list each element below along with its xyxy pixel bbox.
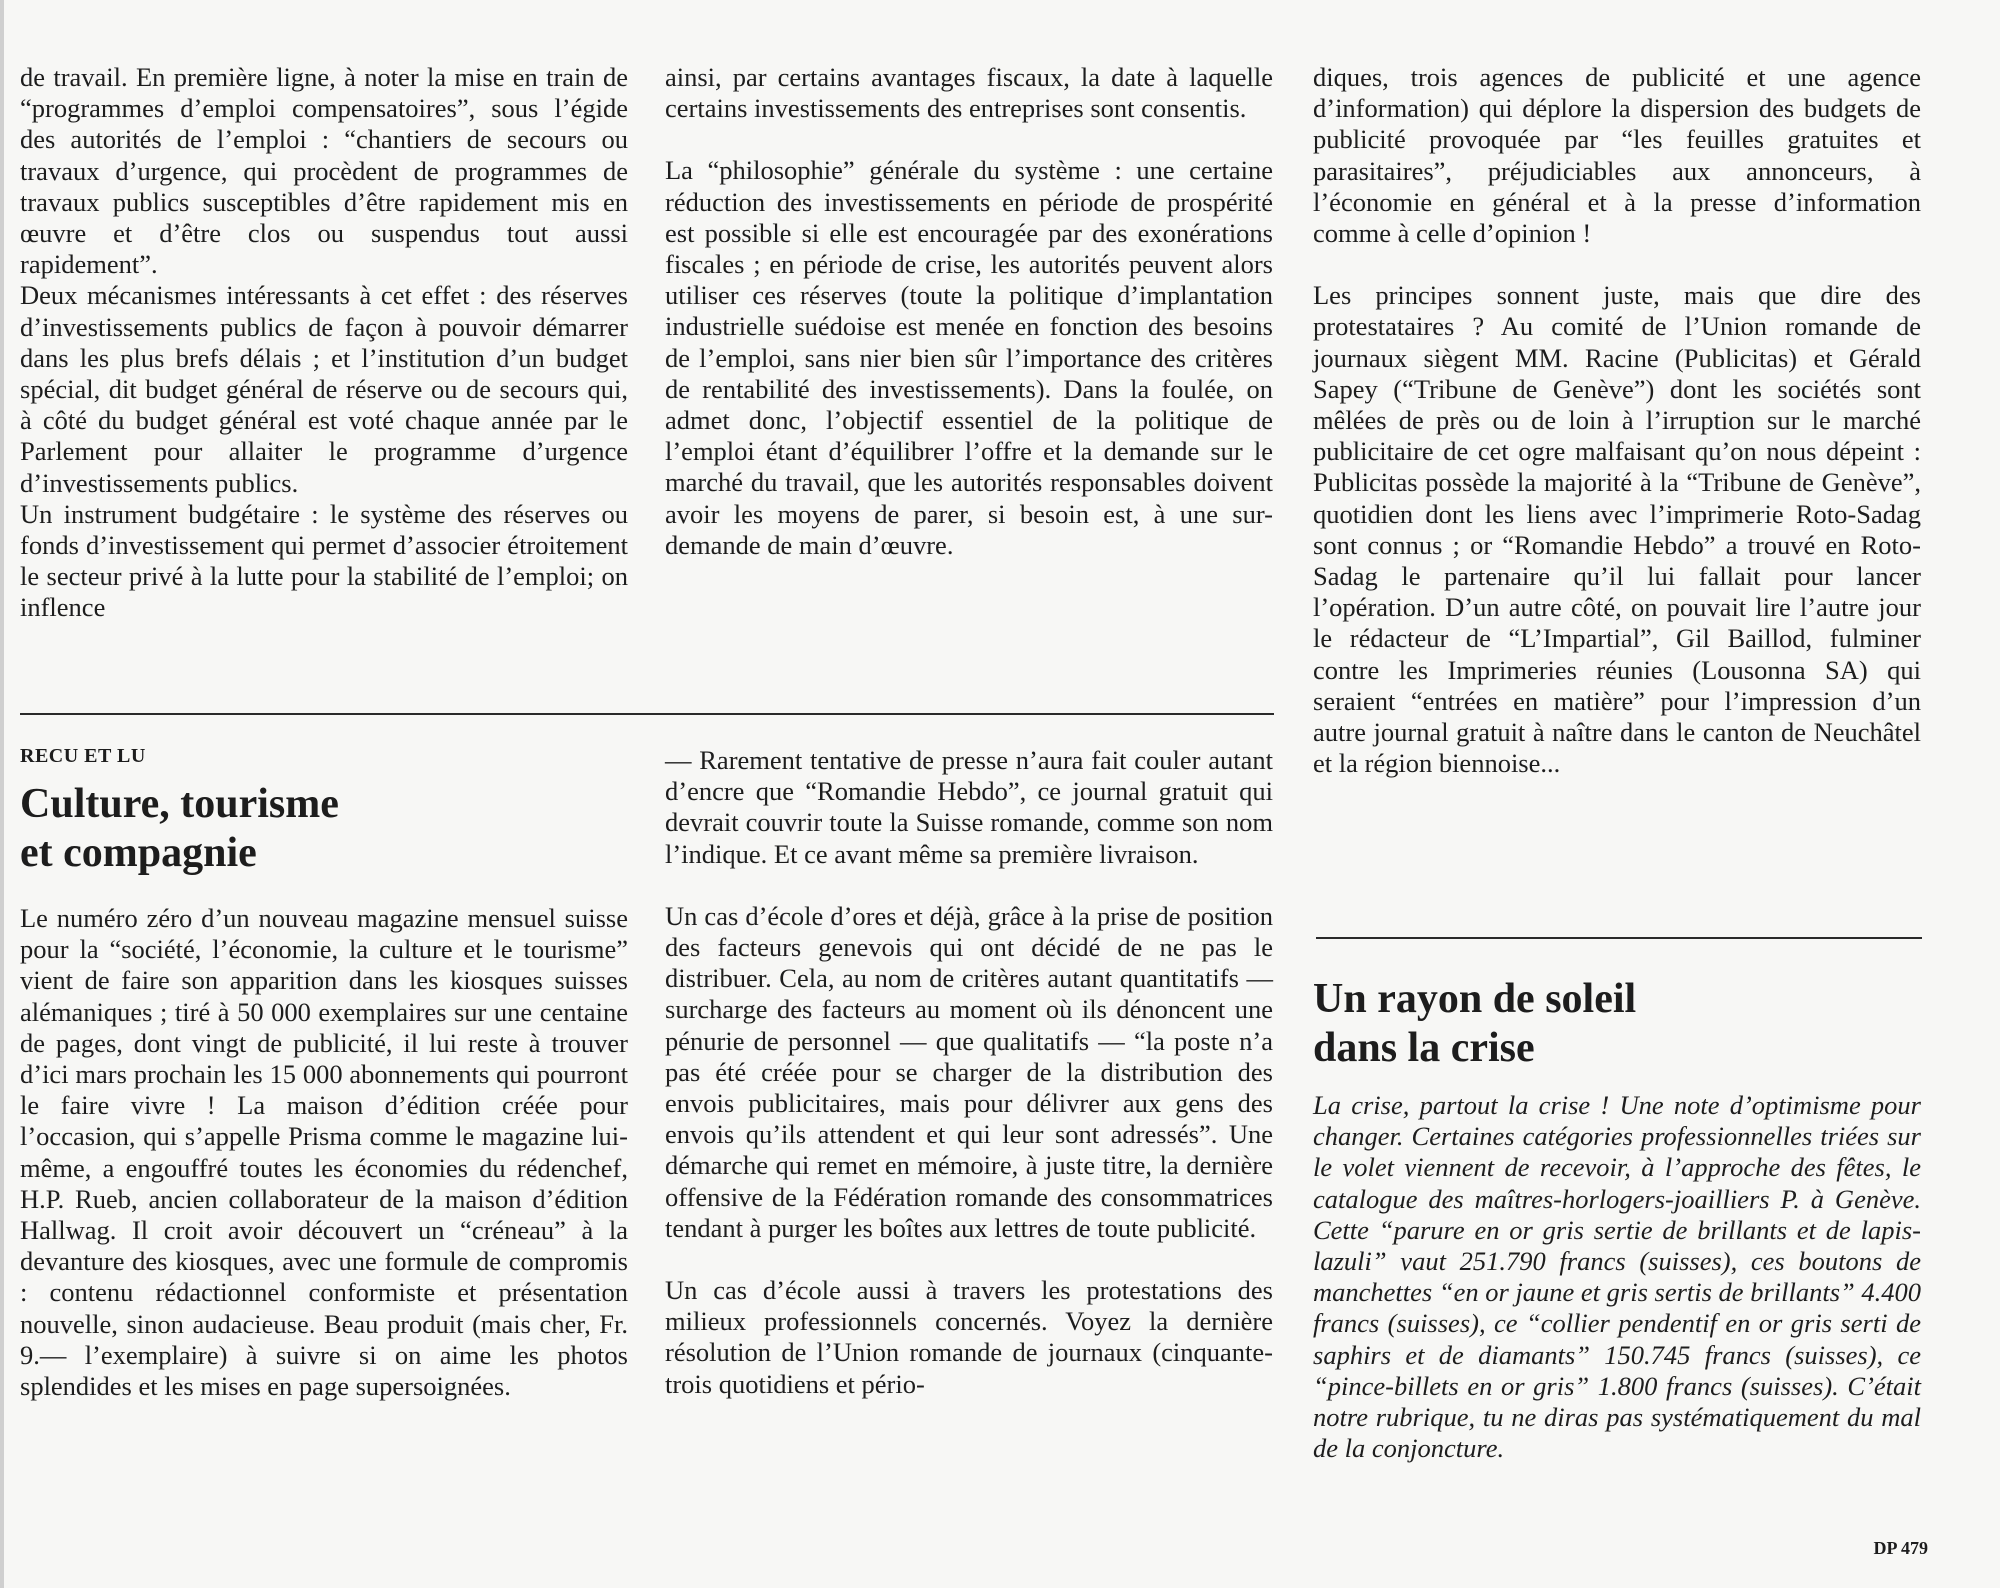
paragraph: de travail. En première ligne, à noter la mise en train de “programmes d’emploi compensatoires”, sous l’égide des autorités de l’emploi : “chantiers de secours ou travaux d’urgence, qui procèdent de programmes de travaux publics susceptibles d’être rapidement mis en œuvre et d’être clos ou suspendus tout aussi rapidement”. [20, 62, 628, 280]
article-1-column-3 [1313, 62, 1921, 779]
section-divider [20, 713, 1274, 715]
column-1-top [20, 62, 628, 624]
page-left-edge [0, 0, 4, 1588]
article-headline [20, 780, 339, 878]
article-1-column-1 [20, 903, 628, 1402]
page-label: DP 479 [1873, 1538, 1928, 1558]
article-2-body [1313, 1090, 1921, 1464]
article-divider [1316, 937, 1922, 939]
paragraph: diques, trois agences de publicité et une agence d’information) qui déplore la dispersion des budgets de publicité provoquée par “les feuilles gratuites et parasitaires”, préjudiciables aux annonceurs, à l’économie en général et à la presse d’information comme à celle d’opinion ! [1313, 62, 1921, 249]
paragraph: La crise, partout la crise ! Une note d’optimisme pour changer. Certaines catégories professionnelles triées sur le volet viennent de recevoir, à l’approche des fêtes, le catalogue des maîtres-horlogers-joailliers P. à Genève. Cette “parure en or gris sertie de brillants et de lapis-lazuli” vaut 251.790 francs (suisses), ces boutons de manchettes “en or jaune et gris sertis de brillants” 4.400 francs (suisses), ce “collier pendentif en or gris serti de saphirs et de diamants” 150.745 francs (suisses), ce “pince-billets en or gris” 1.800 francs (suisses). C’était notre rubrique, tu ne diras pas systématiquement du mal de la conjoncture. [1313, 1090, 1922, 1464]
headline-line: Un rayon de soleil [1313, 976, 1637, 1022]
paragraph: ainsi, par certains avantages fiscaux, la date à laquelle certains investissements des entreprises sont consentis. [665, 62, 1273, 124]
headline-line: et compagnie [20, 830, 257, 876]
paragraph: Le numéro zéro d’un nouveau magazine mensuel suisse pour la “société, l’économie, la culture et le tourisme” vient de faire son apparition dans les kiosques suisses alémaniques ; tiré à 50 000 exemplaires sur une centaine de pages, dont vingt de publicité, il lui reste à trouver d’ici mars prochain les 15 000 abonnements qui pourront le faire vivre ! La maison d’édition créée pour l’occasion, qui s’appelle Prisma comme le magazine lui-même, a engouffré toutes les économies du rédenchef, H.P. Rueb, ancien collaborateur de la maison d’édition Hallwag. Il croit avoir découvert un “créneau” à la devanture des kiosques, avec une formule de compromis : contenu rédactionnel conformiste et présentation nouvelle, sinon audacieuse. Beau produit (mais cher, Fr. 9.— l’exemplaire) à suivre si on aime les photos splendides et les mises en page supersoignées. [20, 903, 628, 1402]
article-2-headline [1313, 975, 1636, 1073]
headline-line: Culture, tourisme [20, 781, 339, 827]
paragraph: Un instrument budgétaire : le système des réserves ou fonds d’investissement qui permet d’associer étroitement le secteur privé à la lutte pour la stabilité de l’emploi; on inflence [20, 498, 628, 623]
article-1-column-2 [665, 745, 1273, 1400]
section-kicker: RECU ET LU [20, 745, 146, 767]
paragraph: Les principes sonnent juste, mais que dire des protestataires ? Au comité de l’Union romande de journaux siègent MM. Racine (Publicitas) et Gérald Sapey (“Tribune de Genève”) dont les sociétés sont mêlées de près ou de loin à l’irruption sur le marché publicitaire de cet ogre malfaisant qu’on nous dépeint : Publicitas possède la majorité à la “Tribune de Genève”, quotidien dont les liens avec l’imprimerie Roto-Sadag sont connus ; or “Romandie Hebdo” a trouvé en Roto-Sadag le partenaire qu’il lui fallait pour lancer l’opération. D’un autre côté, on pouvait lire l’autre jour le rédacteur de “L’Impartial”, Gil Baillod, fulminer contre les Imprimeries réunies (Lousonna SA) qui seraient “entrées en matière” pour l’impression d’un autre journal gratuit à naître dans le canton de Neuchâtel et la région biennoise... [1313, 280, 1921, 779]
paragraph: Un cas d’école aussi à travers les protestations des milieux professionnels concernés. Voyez la dernière résolution de l’Union romande de journaux (cinquante-trois quotidiens et pério- [665, 1275, 1273, 1399]
column-2-top [665, 62, 1273, 561]
paragraph: Un cas d’école d’ores et déjà, grâce à la prise de position des facteurs genevois qui ont décidé de ne pas le distribuer. Cela, au nom de critères autant quantitatifs — surcharge des facteurs au moment où ils dénoncent une pénurie de personnel — que qualitatifs — “la poste n’a pas été créée pour se charger de la distribution des envois publicitaires, mais pour délivrer aux gens des envois qu’ils attendent et qui leur sont adressés”. Une démarche qui remet en mémoire, à juste titre, la dernière offensive de la Fédération romande des consommatrices tendant à purger les boîtes aux lettres de toute publicité. [665, 900, 1273, 1243]
headline-line: dans la crise [1313, 1025, 1535, 1071]
paragraph: La “philosophie” générale du système : une certaine réduction des investissements en période de prospérité est possible si elle est encouragée par des exonérations fiscales ; en période de crise, les autorités peuvent alors utiliser ces réserves (toute la politique d’implantation industrielle suédoise est menée en fonction des besoins de l’emploi, sans nier bien sûr l’importance des critères de rentabilité des investissements). Dans la foulée, on admet donc, l’objectif essentiel de la politique de l’emploi étant d’équilibrer l’offre et la demande sur le marché du travail, que les autorités responsables doivent avoir les moyens de parer, si besoin est, à une sur-demande de main d’œuvre. [665, 155, 1273, 560]
paragraph: Deux mécanismes intéressants à cet effet : des réserves d’investissements publics de façon à pouvoir démarrer dans les plus brefs délais ; et l’institution d’un budget spécial, dit budget général de réserve ou de secours qui, à côté du budget général est voté chaque année par le Parlement pour allaiter le programme d’urgence d’investissements publics. [20, 280, 628, 498]
paragraph: — Rarement tentative de presse n’aura fait couler autant d’encre que “Romandie Hebdo”, ce journal gratuit qui devrait couvrir toute la Suisse romande, comme son nom l’indique. Et ce avant même sa première livraison. [665, 745, 1273, 869]
